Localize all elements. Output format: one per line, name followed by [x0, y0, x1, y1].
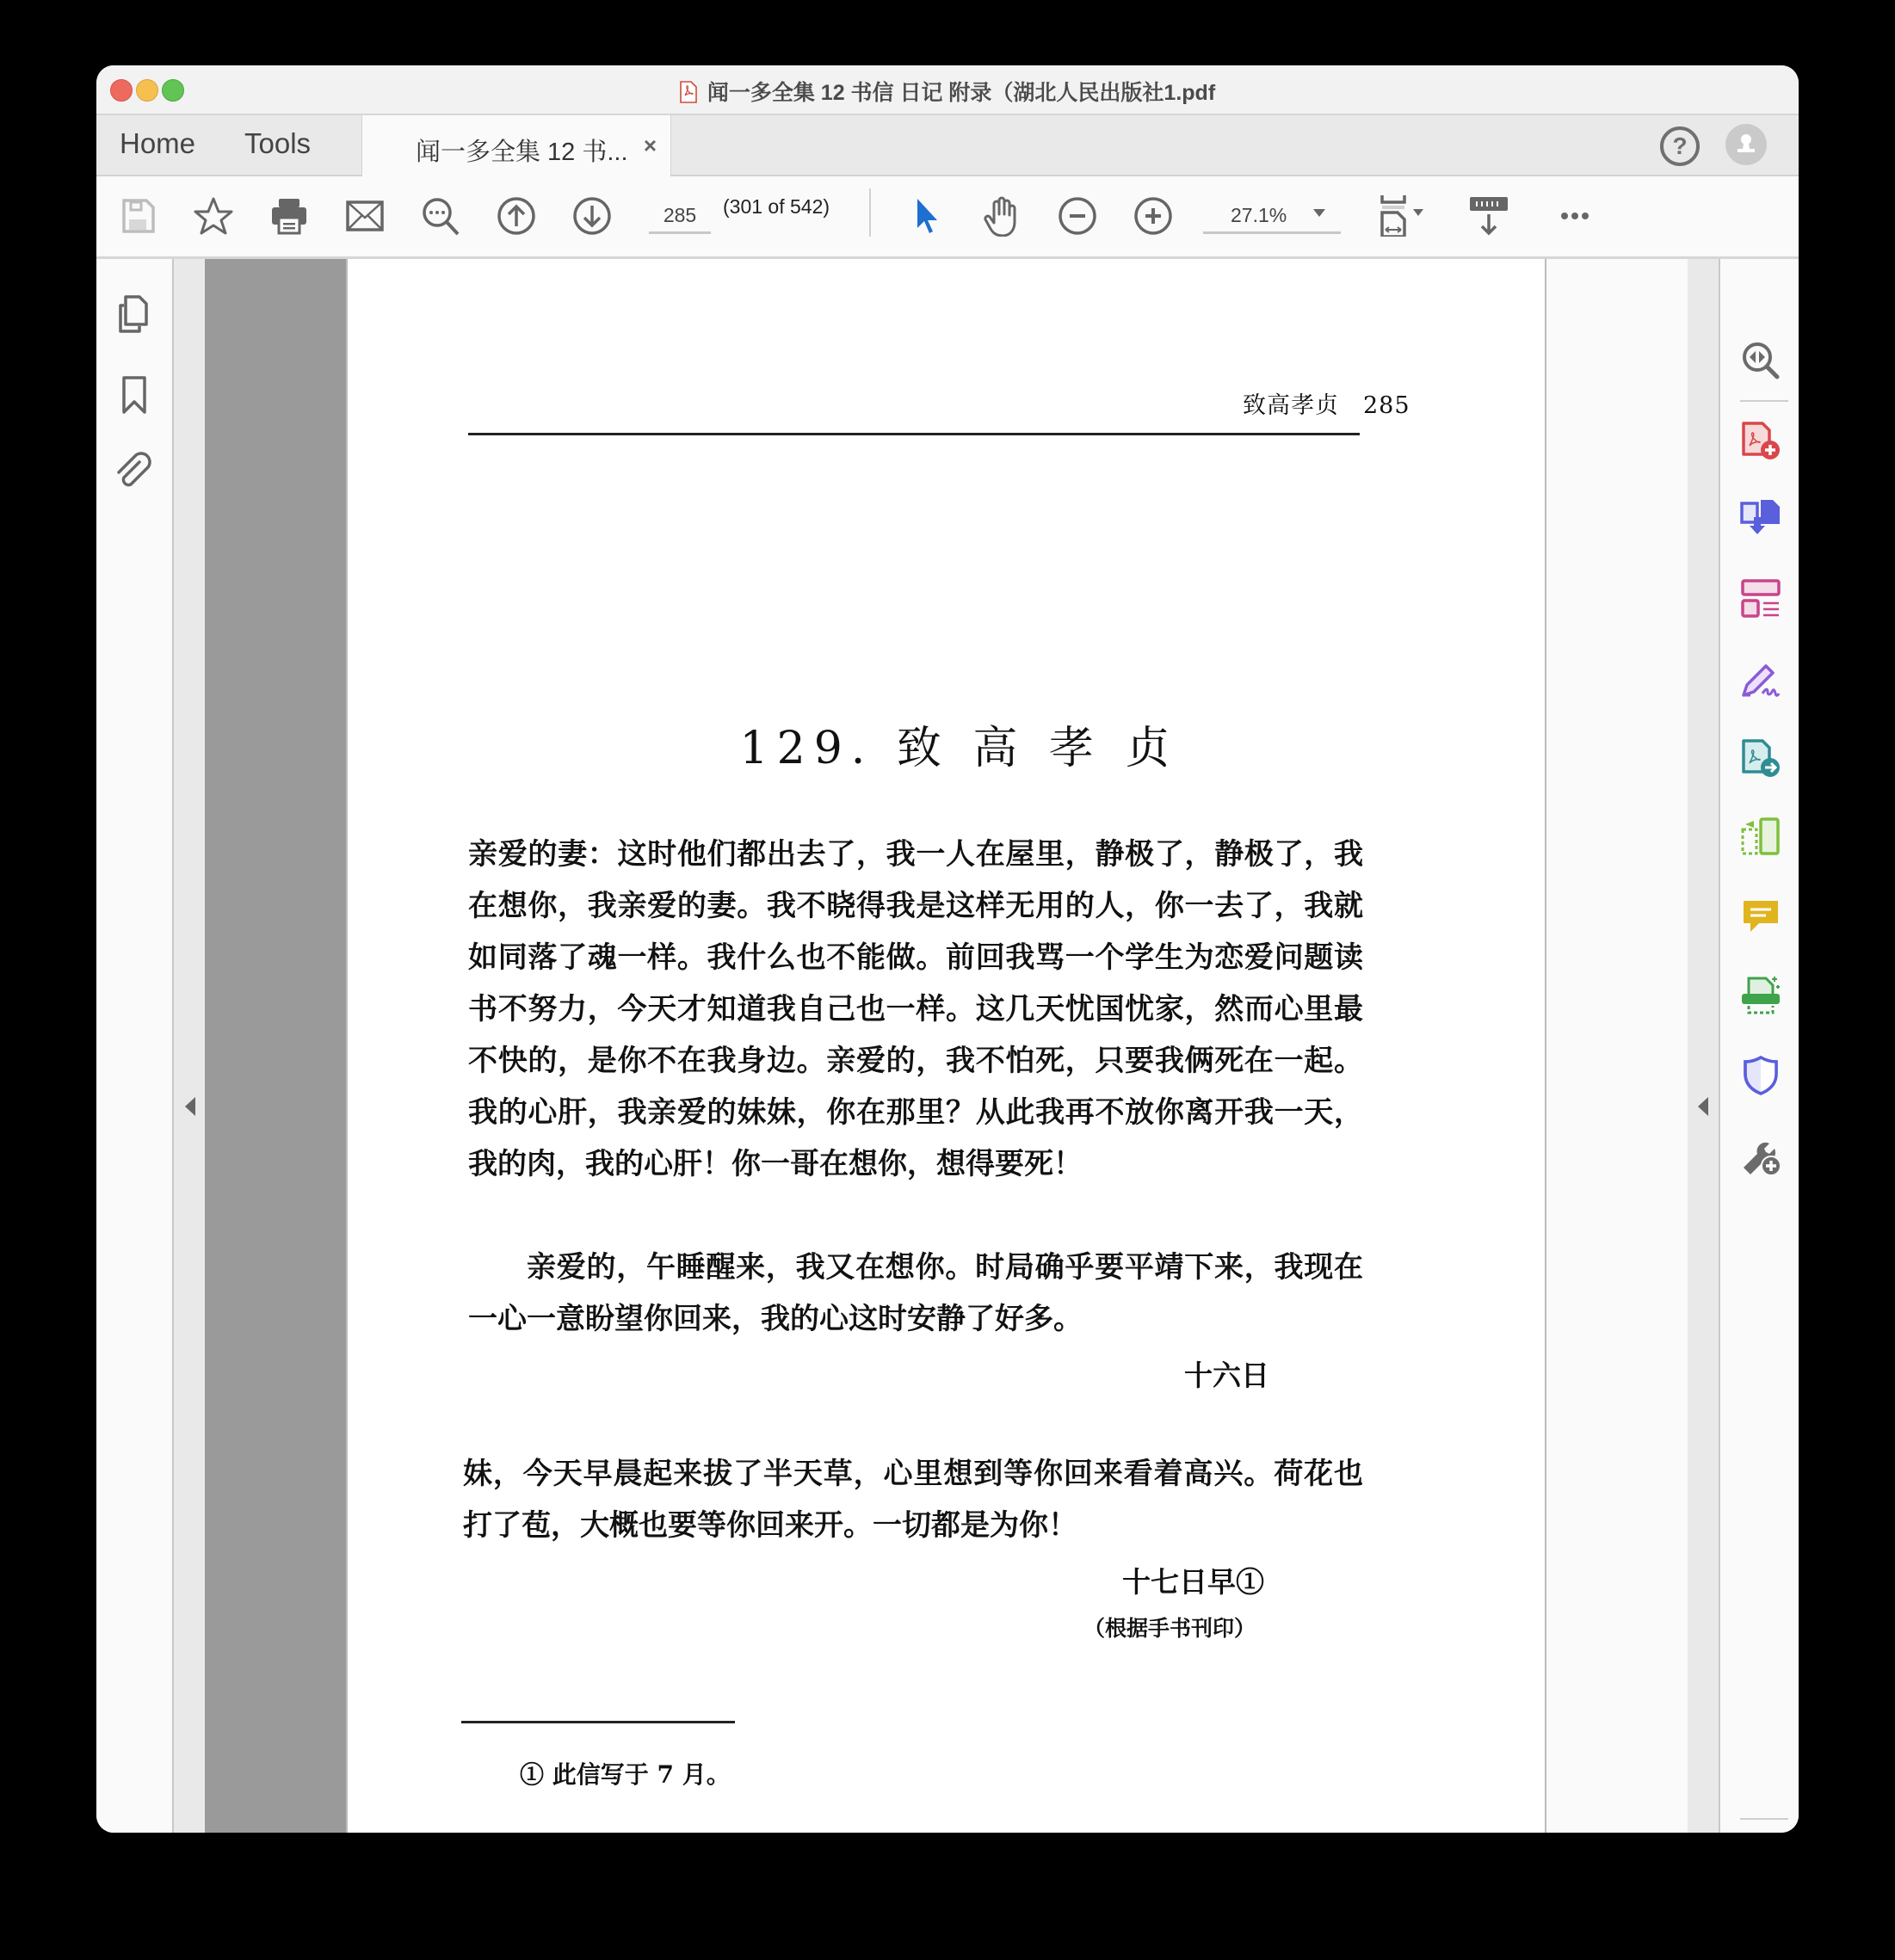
chapter-title: 129. 致 高 孝 贞 [739, 723, 1179, 774]
panel-divider [1740, 400, 1788, 402]
header-rule [468, 433, 1360, 435]
left-panel-collapse-strip [174, 259, 205, 1833]
collapse-right-panel-icon[interactable] [1698, 1097, 1708, 1116]
fit-page-button[interactable] [1375, 195, 1435, 237]
select-cursor-icon [905, 195, 947, 237]
collapse-left-panel-icon[interactable] [185, 1097, 195, 1116]
zoom-out-button[interactable] [1057, 195, 1098, 237]
paperclip-icon [114, 452, 155, 493]
page-thumbnails-button[interactable] [114, 293, 155, 335]
panel-divider-bottom [1740, 1818, 1788, 1820]
chevron-down-icon [1313, 209, 1325, 217]
footnote: ① 此信写于 7 月。 [520, 1760, 731, 1789]
tab-document-label: 闻一多全集 12 书... [416, 139, 628, 166]
fill-sign-icon [1740, 659, 1781, 700]
tab-bar [96, 115, 1799, 176]
tab-home[interactable]: Home [120, 127, 196, 159]
date-signature-1: 十六日 [1184, 1359, 1269, 1392]
export-pdf-button[interactable] [1740, 737, 1781, 779]
fill-sign-button[interactable] [1740, 659, 1781, 700]
letter-paragraph-2: 亲爱的，午睡醒来，我又在想你。时局确乎要平靖下来，我现在一心一意盼望你回来，我的心这时安静了好多。 [468, 1250, 1363, 1336]
email-icon [344, 195, 386, 237]
title-bar [96, 65, 1799, 115]
create-pdf-button[interactable] [1740, 420, 1781, 461]
pdf-file-icon [680, 81, 697, 103]
next-page-button[interactable] [571, 195, 613, 237]
page-thumbnails-icon [114, 293, 155, 335]
left-navigation-panel [96, 259, 174, 1833]
previous-page-button[interactable] [496, 195, 537, 237]
arrow-down-circle-icon [571, 195, 613, 237]
tab-document[interactable] [361, 115, 671, 176]
zoom-out-icon [1057, 195, 1098, 237]
acrobat-window [96, 65, 1799, 1833]
protect-button[interactable] [1740, 1055, 1781, 1096]
more-icon [1554, 195, 1596, 237]
letter-paragraph-1: 亲爱的妻：这时他们都出去了，我一人在屋里，静极了，静极了，我在想你，我亲爱的妻。我不晓得我是这样无用的人，你一去了，我就如同落了魂一样。我什么也不能做。前回我骂一个学生为恋爱问题读书不努力，今天才知道我自己也一样。这几天忧国忧家，然而心里最不快的，是你不在我身边。亲爱的，我不怕死，只要我俩死在一起。我的心肝，我亲爱的妹妹，你在那里？从此我再不放你离开我一天，我的肉，我的心肝！你一哥在想你，想得要死！ [468, 837, 1363, 1181]
zoom-level-dropdown[interactable] [1203, 194, 1341, 234]
enhance-scan-button[interactable] [1740, 340, 1781, 381]
print-icon [269, 195, 310, 237]
star-icon [193, 195, 234, 237]
organize-pages-icon [1740, 578, 1781, 619]
zoom-in-button[interactable] [1133, 195, 1174, 237]
tab-tools[interactable]: Tools [244, 127, 312, 159]
window-title [96, 76, 1799, 107]
help-button[interactable]: ? [1660, 126, 1700, 166]
window-title-text: 闻一多全集 12 书信 日记 附录（湖北人民出版社1.pdf [707, 81, 1216, 105]
scroll-mode-button[interactable] [1468, 195, 1509, 237]
comment-button[interactable] [1740, 896, 1781, 937]
main-toolbar [96, 176, 1799, 259]
organize-pages-button[interactable] [1740, 578, 1781, 619]
bookmark-star-button[interactable] [193, 195, 234, 237]
running-head: 致高孝贞 285 [1243, 392, 1410, 419]
right-tools-panel [1720, 259, 1799, 1833]
right-panel-collapse-strip [1688, 259, 1720, 1833]
edit-pdf-icon [1740, 816, 1781, 857]
toolbar-divider [869, 188, 871, 237]
pdf-page [346, 259, 1546, 1833]
save-button[interactable] [117, 195, 158, 237]
email-button[interactable] [344, 195, 386, 237]
combine-files-icon [1740, 496, 1781, 538]
protect-shield-icon [1740, 1055, 1781, 1096]
wrench-plus-icon [1740, 1135, 1781, 1176]
more-tools-menu-button[interactable] [1554, 195, 1596, 237]
comment-icon [1740, 896, 1781, 937]
find-text-button[interactable] [420, 195, 461, 237]
print-button[interactable] [269, 195, 310, 237]
edit-pdf-button[interactable] [1740, 816, 1781, 857]
attachments-button[interactable] [114, 452, 155, 493]
fit-page-icon [1375, 195, 1435, 237]
date-signature-2: 十七日早① [1122, 1565, 1264, 1599]
select-tool-button[interactable] [905, 195, 947, 237]
page-number-input[interactable]: 285 [649, 194, 711, 234]
zoom-in-icon [1133, 195, 1174, 237]
hand-pan-icon [981, 195, 1022, 237]
letter-paragraph-3: 妹，今天早晨起来拔了半天草，心里想到等你回来看着高兴。荷花也打了苞，大概也要等你回来开。一切都是为你！ [463, 1457, 1363, 1543]
scan-ocr-icon [1740, 975, 1781, 1016]
enhance-scan-icon [1740, 340, 1781, 381]
bookmarks-icon [114, 374, 155, 416]
hand-tool-button[interactable] [981, 195, 1022, 237]
account-avatar[interactable] [1725, 124, 1767, 165]
create-pdf-icon [1740, 420, 1781, 461]
zoom-level-value: 27.1% [1231, 204, 1287, 226]
bookmarks-button[interactable] [114, 374, 155, 416]
export-pdf-icon [1740, 737, 1781, 779]
scroll-mode-icon [1468, 195, 1509, 237]
close-tab-button[interactable]: × [643, 133, 657, 158]
more-tools-button[interactable] [1740, 1135, 1781, 1176]
page-count: (301 of 542) [723, 195, 830, 218]
arrow-up-circle-icon [496, 195, 537, 237]
save-icon [117, 195, 158, 237]
source-note: （根据手书刊印） [1083, 1616, 1256, 1641]
find-text-icon [420, 195, 461, 237]
combine-files-button[interactable] [1740, 496, 1781, 538]
scan-ocr-button[interactable] [1740, 975, 1781, 1016]
footnote-rule [461, 1721, 735, 1723]
user-icon [1725, 124, 1767, 165]
